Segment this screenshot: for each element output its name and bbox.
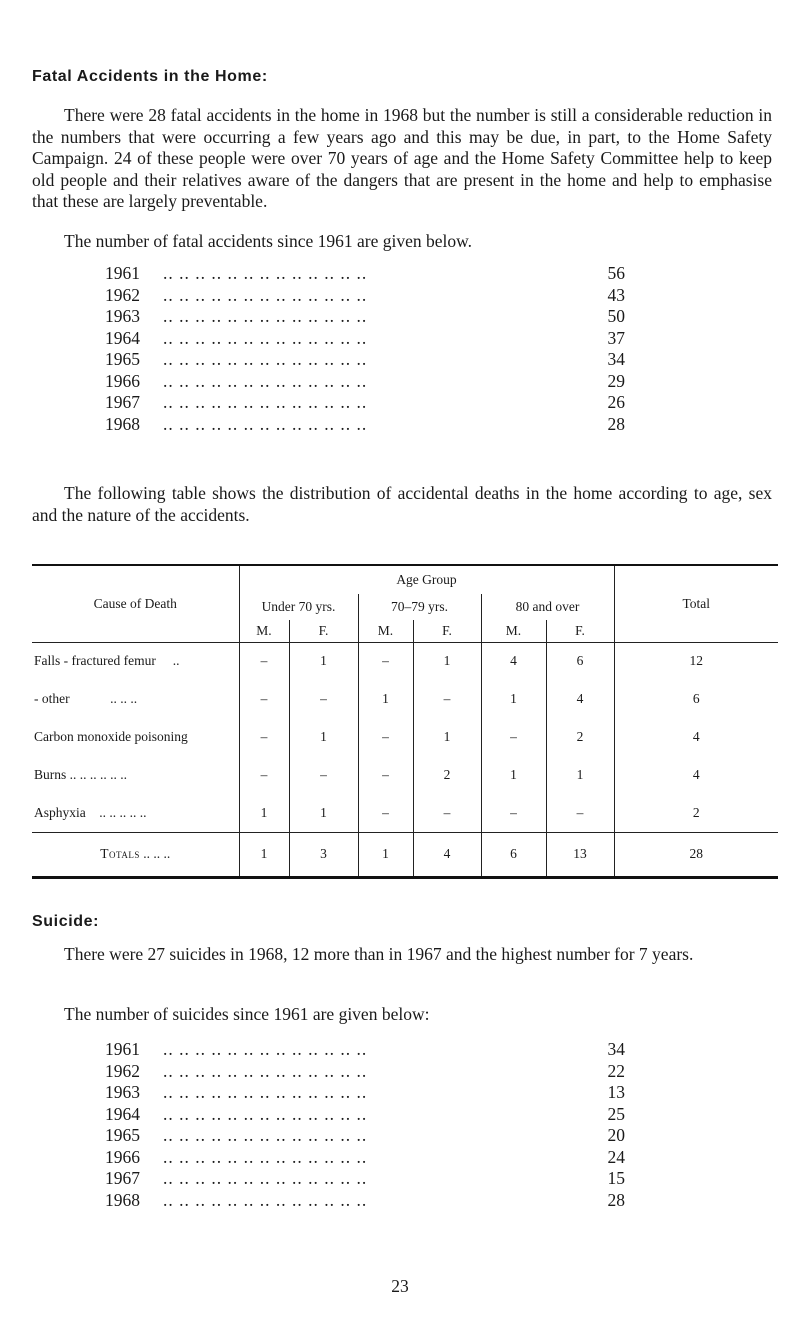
cause-label: - other .. .. .. [34, 691, 138, 706]
suicide-heading: Suicide: [32, 913, 100, 930]
table-row [32, 794, 778, 832]
table-cell: – [358, 718, 413, 756]
cause-label: Asphyxia .. .. .. .. .. [34, 804, 147, 820]
table-cell: – [289, 680, 358, 718]
page-number: 23 [391, 1276, 409, 1296]
age-group-header: Age Group [239, 566, 614, 594]
sex-female-header: F. [546, 620, 614, 642]
table-cell: 3 [289, 832, 358, 876]
fatal-list-intro: The number of fatal accidents since 1961 are given below. [64, 231, 473, 251]
table-cell: 1 [358, 680, 413, 718]
table-cell: – [239, 680, 289, 718]
table-cell: 28 [614, 832, 778, 876]
sex-male-header: M. [239, 620, 289, 642]
list-item: 1967 .. .. .. .. .. .. .. .. .. .. .. .. .. 15 [105, 1168, 625, 1188]
fatal-accidents-heading: Fatal Accidents in the Home: [32, 68, 268, 85]
sex-female-header: F. [289, 620, 358, 642]
table-cell: – [358, 794, 413, 832]
age-group-70-79: 70–79 yrs. [358, 594, 481, 620]
list-item: 1964 .. .. .. .. .. .. .. .. .. .. .. .. .. 37 [105, 327, 625, 348]
table-cell: 4 [413, 832, 481, 876]
list-item: 1966 .. .. .. .. .. .. .. .. .. .. .. .. .. 24 [105, 1146, 625, 1167]
list-item: 1961 .. .. .. .. .. .. .. .. .. .. .. .. .. 34 [105, 1039, 625, 1059]
table-row [32, 756, 778, 794]
table-cell: – [239, 756, 289, 794]
table-cell: 1 [481, 680, 546, 718]
list-item: 1963 .. .. .. .. .. .. .. .. .. .. .. .. .. 50 [105, 306, 625, 326]
table-cell: 6 [546, 642, 614, 680]
table-cell: – [289, 756, 358, 794]
table-cell: 4 [546, 680, 614, 718]
table-cell: – [413, 680, 481, 718]
table-row [32, 718, 778, 756]
list-item: 1967 .. .. .. .. .. .. .. .. .. .. .. .. .. 26 [105, 392, 625, 412]
totals-label: Totals .. .. .. [32, 832, 239, 876]
table-row [32, 680, 778, 718]
table-cell: – [239, 718, 289, 756]
table-cell: 2 [546, 718, 614, 756]
fatal-year-list [105, 263, 625, 435]
age-group-under-70: Under 70 yrs. [239, 594, 358, 620]
table-intro: The following table shows the distribution of accidental deaths in the home according to age, sex and the nature of the accidents. [32, 483, 772, 525]
table-cell: 6 [481, 832, 546, 876]
table-cell: 1 [546, 756, 614, 794]
table-cell: 1 [289, 642, 358, 680]
table-cell: – [358, 642, 413, 680]
cause-column-header: Cause of Death [93, 595, 177, 611]
cause-label: Carbon monoxide poisoning [34, 729, 188, 744]
list-item: 1968 .. .. .. .. .. .. .. .. .. .. .. .. .. 28 [105, 413, 625, 434]
suicide-paragraph: There were 27 suicides in 1968, 12 more than in 1967 and the highest number for 7 years. [64, 944, 694, 964]
suicide-year-list [105, 1039, 625, 1211]
cause-label: Burns .. .. .. .. .. .. [34, 767, 128, 782]
list-item: 1966 .. .. .. .. .. .. .. .. .. .. .. .. .. 29 [105, 370, 625, 391]
table-cell: 1 [289, 794, 358, 832]
sex-female-header: F. [413, 620, 481, 642]
table-cell: – [413, 794, 481, 832]
table-cell: – [239, 642, 289, 680]
list-item: 1965 .. .. .. .. .. .. .. .. .. .. .. .. .. 34 [105, 349, 625, 369]
suicide-list-intro: The number of suicides since 1961 are given below: [64, 1004, 430, 1024]
list-item: 1964 .. .. .. .. .. .. .. .. .. .. .. .. .. 25 [105, 1103, 625, 1124]
table-cell: – [481, 718, 546, 756]
table-cell: 2 [614, 794, 778, 832]
accidental-deaths-table [32, 564, 778, 879]
fatal-accidents-paragraph: There were 28 fatal accidents in the home in 1968 but the number is still a considerable reduction in the numbers that were occurring a few years ago and this may be due, in part, to the Home Safety Campaign. 24 of these people were over 70 years of age and the Home Safety Committee help to keep old people and their relatives aware of the dangers that are present in the home and help to emphasise that these are largely preventable. [32, 105, 772, 211]
totals-row [32, 832, 778, 876]
table-cell: 4 [481, 642, 546, 680]
table-cell: 1 [358, 832, 413, 876]
table-cell: 1 [239, 794, 289, 832]
table-cell: 13 [546, 832, 614, 876]
table-cell: 2 [413, 756, 481, 794]
table-cell: – [358, 756, 413, 794]
list-item: 1962 .. .. .. .. .. .. .. .. .. .. .. .. .. 43 [105, 284, 625, 305]
age-group-80-over: 80 and over [481, 594, 614, 620]
table-cell: 1 [481, 756, 546, 794]
table-cell: 12 [614, 642, 778, 680]
list-item: 1965 .. .. .. .. .. .. .. .. .. .. .. .. .. 20 [105, 1125, 625, 1145]
list-item: 1962 .. .. .. .. .. .. .. .. .. .. .. .. .. 22 [105, 1060, 625, 1081]
list-item: 1963 .. .. .. .. .. .. .. .. .. .. .. .. .. 13 [105, 1082, 625, 1102]
table-cell: 1 [289, 718, 358, 756]
table-cell: 1 [413, 642, 481, 680]
table-cell: 4 [614, 756, 778, 794]
sex-male-header: M. [481, 620, 546, 642]
table-cell: 1 [413, 718, 481, 756]
table-cell: – [546, 794, 614, 832]
list-item: 1968 .. .. .. .. .. .. .. .. .. .. .. .. .. 28 [105, 1189, 625, 1210]
table-cell: 1 [239, 832, 289, 876]
table-cell: 6 [614, 680, 778, 718]
sex-male-header: M. [358, 620, 413, 642]
table-row [32, 642, 778, 680]
table-cell: 4 [614, 718, 778, 756]
list-item: 1961 .. .. .. .. .. .. .. .. .. .. .. .. .. 56 [105, 263, 625, 283]
total-column-header: Total [614, 566, 778, 642]
cause-label: Falls - fractured femur .. [32, 642, 239, 680]
table-cell: – [481, 794, 546, 832]
